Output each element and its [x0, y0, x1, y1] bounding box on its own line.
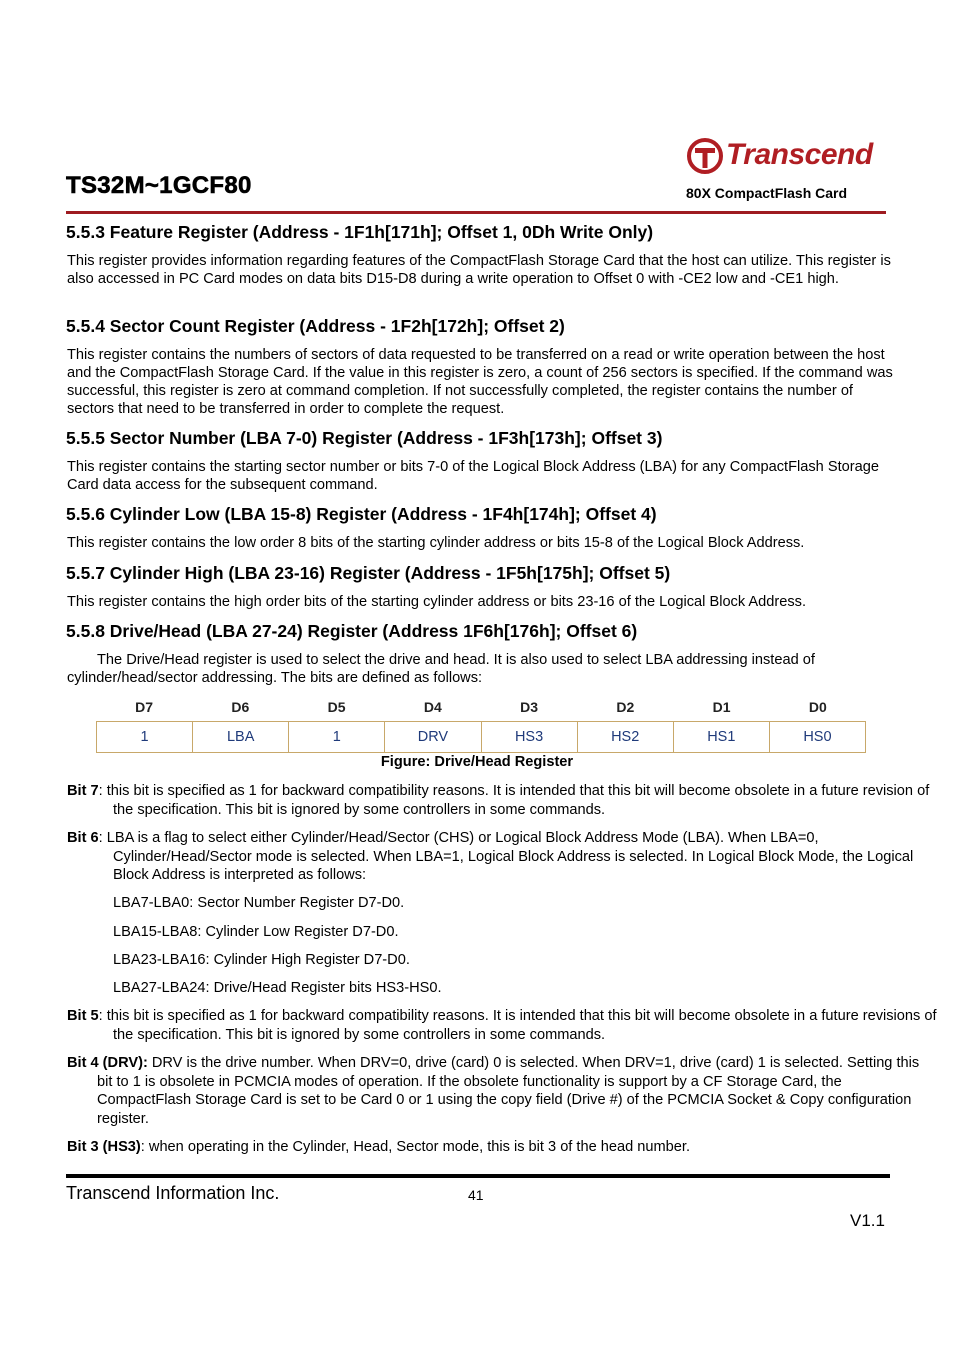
section-heading-sector-number: 5.5.5 Sector Number (LBA 7-0) Register (Address - 1F3h[173h]; Offset 3)	[66, 428, 663, 448]
register-bit-value: HS0	[769, 722, 865, 752]
register-bit-header: D1	[712, 699, 731, 715]
section-text-sector-number: This register contains the starting sector number or bits 7-0 of the Logical Block Address (LBA) for any CompactFlash Storage Card data access for the subsequent command.	[67, 459, 879, 493]
bit-label: Bit 7	[67, 783, 99, 799]
bit-label: Bit 6	[67, 830, 99, 846]
bit-description	[67, 1007, 939, 1044]
document-version: V1.1	[850, 1211, 885, 1230]
register-bit-value: HS3	[481, 722, 577, 752]
bit-text: DRV is the drive number. When DRV=0, drive (card) 0 is selected. When DRV=1, drive (card) 1 is selected. Setting this bit to 1 is obsolete in PCMCIA modes of operation. If the obsolete functionality is support by a CF Storage Card, the CompactFlash Storage Card is set to be Card 0 or 1 using the copy field (Drive #) of the PCMCIA Socket & Copy configuration register.	[97, 1055, 920, 1127]
register-bit-header: D3	[520, 699, 539, 715]
brand-logo	[686, 135, 882, 177]
bit-description	[67, 1138, 939, 1157]
bit-label: Bit 3 (HS3)	[67, 1139, 141, 1155]
section-text-sector-count: This register contains the numbers of sectors of data requested to be transferred on a read or write operation between the host and the CompactFlash Storage Card. If the value in this register is zero, a count of 256 sectors is specified. If the command was successful, this register is zero at command completion. If not successfully completed, the register contains the number of sectors that need to be transferred in order to complete the request.	[67, 347, 893, 417]
lba-map-line: LBA15-LBA8: Cylinder Low Register D7-D0.	[113, 924, 399, 940]
register-bit-value: HS2	[577, 722, 673, 752]
bit-label: Bit 4 (DRV):	[67, 1055, 148, 1071]
register-bit-value: 1	[288, 722, 384, 752]
product-title: TS32M~1GCF80	[66, 172, 252, 199]
lba-map-line: LBA23-LBA16: Cylinder High Register D7-D0.	[113, 952, 410, 968]
section-text-feature-register: This register provides information regarding features of the CompactFlash Storage Card that the host can utilize. This register is also accessed in PC Card modes on data bits D15-D8 during a write operation to Offset 0 with -CE2 low and -CE1 high.	[67, 253, 891, 287]
product-type: 80X CompactFlash Card	[686, 185, 848, 201]
section-text-cylinder-high: This register contains the high order bits of the starting cylinder address or bits 23-16 of the Logical Block Address.	[67, 594, 806, 610]
register-bit-value-row	[96, 721, 866, 753]
figure-caption: Figure: Drive/Head Register	[380, 754, 574, 770]
register-bit-header: D0	[808, 699, 827, 715]
section-text-drive-head: The Drive/Head register is used to select the drive and head. It is also used to select LBA addressing instead of cylinder/head/sector addressing. The bits are defined as follows:	[67, 652, 815, 686]
lba-map-line: LBA7-LBA0: Sector Number Register D7-D0.	[113, 895, 405, 911]
drive-head-register-table	[96, 697, 866, 753]
register-bit-value: LBA	[192, 722, 288, 752]
section-heading-cylinder-high: 5.5.7 Cylinder High (LBA 23-16) Register (Address - 1F5h[175h]; Offset 5)	[66, 563, 671, 583]
register-bit-header: D2	[616, 699, 635, 715]
footer-company: Transcend Information Inc.	[66, 1183, 280, 1203]
bit-description	[67, 782, 939, 819]
register-bit-header: D6	[231, 699, 250, 715]
brand-logo-mark-icon	[686, 137, 724, 175]
footer-divider	[66, 1174, 890, 1178]
register-bit-header: D5	[327, 699, 346, 715]
brand-name: Transcend	[726, 138, 873, 171]
bit-text: : LBA is a flag to select either Cylinder/Head/Sector (CHS) or Logical Block Address Mode (LBA). When LBA=0, Cylinder/Head/Sector mode is selected. When LBA=1, Logical Block Address is selected. In Logical Block Mode, the Logical Block Address is interpreted as follows:	[98, 830, 914, 883]
register-bit-header: D7	[135, 699, 154, 715]
lba-map-line: LBA27-LBA24: Drive/Head Register bits HS3-HS0.	[113, 980, 442, 996]
section-heading-drive-head: 5.5.8 Drive/Head (LBA 27-24) Register (Address 1F6h[176h]; Offset 6)	[66, 621, 638, 641]
register-bit-header-row	[96, 697, 866, 721]
section-heading-cylinder-low: 5.5.6 Cylinder Low (LBA 15-8) Register (Address - 1F4h[174h]; Offset 4)	[66, 504, 657, 524]
register-bit-value: HS1	[673, 722, 769, 752]
bit-text: : when operating in the Cylinder, Head, Sector mode, this is bit 3 of the head number.	[140, 1139, 691, 1155]
section-text-cylinder-low: This register contains the low order 8 bits of the starting cylinder address or bits 15-8 of the Logical Block Address.	[67, 535, 805, 551]
register-bit-header: D4	[423, 699, 442, 715]
page-number: 41	[468, 1187, 484, 1203]
bit-description	[67, 829, 939, 885]
header-divider	[66, 211, 886, 214]
bit-description	[67, 1054, 923, 1128]
section-heading-feature-register: 5.5.3 Feature Register (Address - 1F1h[171h]; Offset 1, 0Dh Write Only)	[66, 222, 654, 242]
bit-label: Bit 5	[67, 1008, 99, 1024]
bit-text: : this bit is specified as 1 for backward compatibility reasons. It is intended that this bit will become obsolete in a future revision of the specification. This bit is ignored by some controllers in some commands.	[98, 783, 930, 818]
section-heading-sector-count: 5.5.4 Sector Count Register (Address - 1F2h[172h]; Offset 2)	[66, 316, 565, 336]
bit-text: : this bit is specified as 1 for backward compatibility reasons. It is intended that this bit will become obsolete in a future revisions of the specification. This bit is ignored by some controllers in some commands.	[98, 1008, 937, 1043]
register-bit-value: 1	[140, 729, 149, 745]
register-bit-value: DRV	[384, 722, 480, 752]
